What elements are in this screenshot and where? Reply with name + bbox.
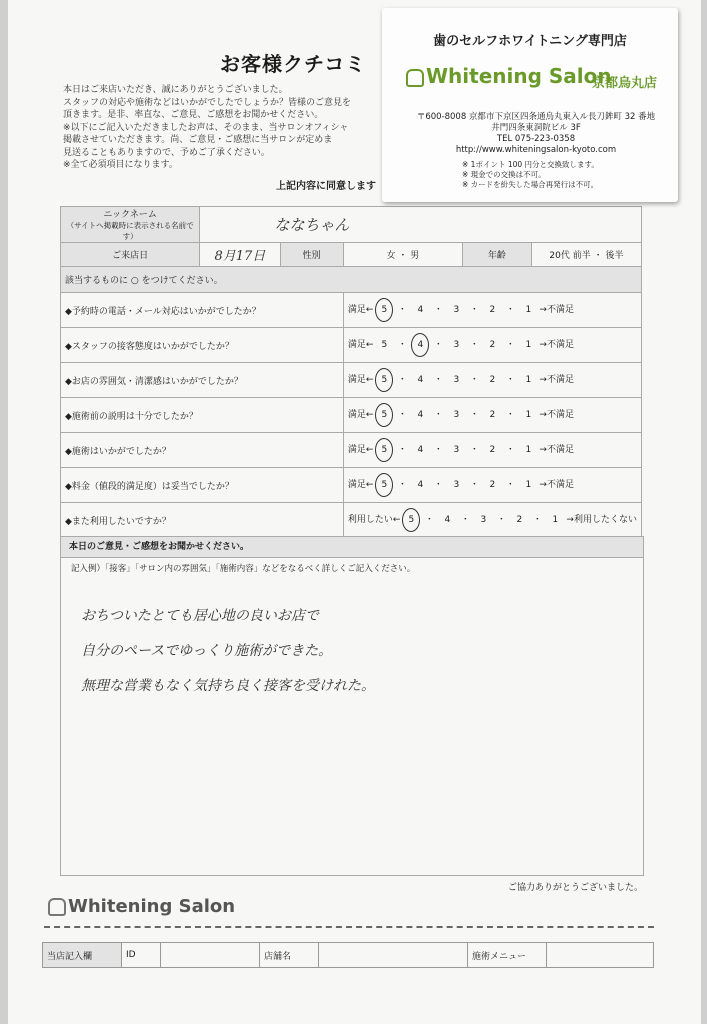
scale-separator: ・ — [469, 375, 479, 385]
comment-line: おちついたとても居心地の良いお店で — [81, 608, 319, 624]
rating-option-2[interactable] — [508, 515, 530, 525]
rating-option-label: 2 — [489, 445, 496, 455]
rating-option-label: 5 — [375, 473, 393, 497]
agree-text: 上記内容に同意します — [276, 181, 376, 192]
question-text: ◆施術はいかがでしたか？ — [61, 433, 344, 468]
scale-right-label: →不満足 — [539, 305, 574, 315]
rating-option-5[interactable] — [373, 473, 395, 497]
page-title: お客様クチコミ — [220, 52, 367, 76]
scale-separator: ・ — [505, 375, 515, 385]
rating-scale — [343, 398, 641, 433]
nickname-label-cell — [61, 207, 200, 243]
scale-left-label: 満足← — [347, 375, 374, 385]
address-line: 井門四条東洞院ビル 3F — [491, 123, 581, 133]
scale-right-label: →不満足 — [539, 445, 574, 455]
rating-option-label: 4 — [417, 375, 424, 385]
store-label: 店舗名 — [260, 943, 319, 968]
question-text: ◆料金（値段的満足度）は妥当でしたか？ — [61, 468, 344, 503]
rating-option-5[interactable] — [373, 368, 395, 392]
scale-separator: ・ — [460, 515, 470, 525]
nickname-value: ななちゃん — [274, 216, 350, 234]
scale-separator: ・ — [469, 340, 479, 350]
scale-left-label: 満足← — [347, 305, 374, 315]
nickname-label: ニックネーム — [103, 210, 157, 220]
scale-left-label: 満足← — [347, 410, 374, 420]
rating-option-4[interactable] — [409, 480, 431, 490]
rating-option-label: 1 — [525, 480, 532, 490]
rating-option-label: 5 — [375, 438, 393, 462]
scale-separator: ・ — [397, 480, 407, 490]
rating-option-label: 2 — [489, 305, 496, 315]
note-line: ※ カードを紛失した場合再発行は不可。 — [462, 180, 599, 189]
scale-separator: ・ — [469, 305, 479, 315]
scale-separator: ・ — [433, 305, 443, 315]
rating-option-label: 3 — [453, 410, 460, 420]
scale-separator: ・ — [505, 410, 515, 420]
visit-value-cell[interactable] — [200, 243, 280, 267]
rating-option-label: 1 — [525, 410, 532, 420]
rating-option-label: 4 — [417, 445, 424, 455]
card-notes — [462, 160, 599, 190]
rating-option-2[interactable] — [481, 340, 503, 350]
menu-label: 施術メニュー — [468, 943, 547, 968]
nickname-value-cell[interactable] — [200, 207, 642, 243]
survey-sheet — [8, 0, 701, 1024]
scale-separator: ・ — [424, 515, 434, 525]
rating-option-1[interactable] — [517, 410, 539, 420]
rating-option-1[interactable] — [517, 340, 539, 350]
rating-option-4[interactable] — [436, 515, 458, 525]
rating-option-label: 5 — [381, 340, 388, 350]
rating-option-3[interactable] — [445, 480, 467, 490]
rating-option-4[interactable] — [409, 375, 431, 385]
rating-option-label: 2 — [489, 340, 496, 350]
visit-label: ご来店日 — [61, 243, 200, 267]
scale-right-label: →不満足 — [539, 375, 574, 385]
comment-example: 記入例）「接客」「サロン内の雰囲気」「施術内容」などをなるべく詳しくご記入ください。 — [71, 564, 416, 574]
scale-separator: ・ — [433, 445, 443, 455]
rating-option-1[interactable] — [517, 305, 539, 315]
scale-right-label: →不満足 — [539, 340, 574, 350]
staff-use-table — [42, 942, 654, 968]
rating-option-label: 2 — [489, 375, 496, 385]
scale-left-label: 満足← — [347, 340, 374, 350]
scale-separator: ・ — [397, 445, 407, 455]
scale-right-label: →不満足 — [539, 410, 574, 420]
rating-option-1[interactable] — [517, 375, 539, 385]
scale-separator: ・ — [433, 375, 443, 385]
thanks-text: ご協力ありがとうございました。 — [508, 883, 644, 893]
rating-option-5[interactable] — [373, 438, 395, 462]
footer-logo — [48, 896, 235, 917]
rating-option-3[interactable] — [445, 305, 467, 315]
rating-option-label: 4 — [417, 305, 424, 315]
rating-option-label: 5 — [375, 298, 393, 322]
scale-separator: ・ — [532, 515, 542, 525]
card-logo-text: Whitening Salon — [426, 64, 612, 88]
rating-option-label: 3 — [453, 480, 460, 490]
card-address — [406, 112, 666, 156]
rating-option-5[interactable] — [400, 508, 422, 532]
card-branch: 京都烏丸店 — [592, 76, 658, 91]
scale-separator: ・ — [397, 375, 407, 385]
scale-separator: ・ — [505, 305, 515, 315]
rating-option-4[interactable] — [409, 305, 431, 315]
rating-option-label: 3 — [453, 340, 460, 350]
id-label: ID — [122, 943, 161, 968]
rating-option-3[interactable] — [445, 410, 467, 420]
tooth-icon — [48, 898, 66, 916]
question-row — [61, 398, 642, 433]
rating-option-4[interactable] — [409, 445, 431, 455]
rating-option-5[interactable] — [373, 298, 395, 322]
rating-option-2[interactable] — [481, 480, 503, 490]
rating-option-2[interactable] — [481, 305, 503, 315]
rating-option-5[interactable] — [373, 403, 395, 427]
rating-option-label: 4 — [444, 515, 451, 525]
id-field[interactable] — [161, 943, 260, 968]
question-row — [61, 433, 642, 468]
note-line: ※ 現金での交換は不可。 — [462, 170, 546, 179]
comment-header: 本日のご意見・ご感想をお聞かせください。 — [61, 537, 643, 558]
rating-option-3[interactable] — [445, 445, 467, 455]
rating-option-1[interactable] — [544, 515, 566, 525]
scale-separator: ・ — [505, 445, 515, 455]
scale-separator: ・ — [505, 480, 515, 490]
question-text: ◆お店の雰囲気・清潔感はいかがでしたか？ — [61, 363, 344, 398]
rating-scale — [343, 293, 641, 328]
intro-line: 見送ることもありますので、予めご了承ください。 — [63, 147, 270, 158]
scale-separator: ・ — [433, 410, 443, 420]
rating-option-4[interactable] — [409, 410, 431, 420]
rating-option-2[interactable] — [481, 410, 503, 420]
comment-line: 無理な営業もなく気持ち良く接客を受けれた。 — [81, 678, 375, 694]
store-field[interactable] — [319, 943, 468, 968]
rating-option-label: 3 — [480, 515, 487, 525]
address-line: 〒600-8008 京都市下京区四条通烏丸東入ル長刀鉾町 32 番地 — [416, 112, 656, 122]
intro-line: ※以下にご記入いただきましたお声は、そのまま、当サロンオフィシャ — [63, 122, 349, 133]
note-line: ※ 1ポイント 100 円分と交換致します。 — [462, 160, 599, 169]
rating-option-label: 2 — [516, 515, 523, 525]
rating-option-label: 5 — [375, 368, 393, 392]
question-row — [61, 293, 642, 328]
question-text: ◆施術前の説明は十分でしたか？ — [61, 398, 344, 433]
intro-text — [63, 84, 393, 172]
comment-line: 自分のペースでゆっくり施術ができた。 — [81, 643, 333, 659]
age-label: 年齢 — [462, 243, 531, 267]
rating-option-3[interactable] — [445, 375, 467, 385]
rating-option-label: 1 — [525, 340, 532, 350]
scale-separator: ・ — [505, 340, 515, 350]
rating-option-label: 5 — [375, 403, 393, 427]
rating-scale — [343, 503, 641, 538]
store-card — [382, 8, 678, 202]
rating-option-label: 4 — [417, 480, 424, 490]
rating-option-3[interactable] — [445, 340, 467, 350]
gender-value[interactable]: 女 ・ 男 — [343, 243, 462, 267]
intro-line: 本日はご来店いただき、誠にありがとうございました。 — [63, 85, 288, 95]
scale-separator: ・ — [433, 480, 443, 490]
question-text: ◆予約時の電話・メール対応はいかがでしたか？ — [61, 293, 344, 328]
rating-scale — [343, 363, 641, 398]
question-row — [61, 328, 642, 363]
scale-right-label: →不満足 — [539, 480, 574, 490]
rating-option-2[interactable] — [481, 445, 503, 455]
rating-option-label: 1 — [525, 305, 532, 315]
scale-separator: ・ — [397, 410, 407, 420]
rating-option-5[interactable] — [373, 340, 395, 350]
intro-line: ※全て必須項目になります。 — [63, 160, 178, 170]
cut-line — [44, 926, 654, 928]
instruction: 該当するものに ○ をつけてください。 — [61, 267, 642, 293]
intro-line: 掲載させていただきます。尚、ご意見・ご感想に当サロンが定めま — [63, 135, 333, 145]
gender-label: 性別 — [280, 243, 343, 267]
rating-option-label: 2 — [489, 410, 496, 420]
rating-option-label: 1 — [525, 375, 532, 385]
card-tagline: 歯のセルフホワイトニング専門店 — [433, 34, 627, 49]
scale-separator: ・ — [469, 445, 479, 455]
scale-separator: ・ — [496, 515, 506, 525]
rating-option-label: 4 — [417, 410, 424, 420]
scale-separator: ・ — [397, 340, 407, 350]
rating-option-1[interactable] — [517, 480, 539, 490]
scale-left-label: 満足← — [347, 480, 374, 490]
scale-left-label: 満足← — [347, 445, 374, 455]
survey-form — [60, 206, 642, 538]
address-line: http://www.whiteningsalon-kyoto.com — [455, 145, 617, 155]
menu-field[interactable] — [547, 943, 654, 968]
scale-separator: ・ — [397, 305, 407, 315]
nickname-sub-label: （サイトへ掲載時に表示される名前です） — [66, 221, 194, 241]
rating-option-1[interactable] — [517, 445, 539, 455]
intro-line: 頂きます。是非、率直な、ご意見、ご感想をお聞かせください。 — [63, 110, 324, 120]
rating-option-label: 1 — [552, 515, 559, 525]
age-value[interactable]: 20代 前半 ・ 後半 — [531, 243, 641, 267]
comment-text — [81, 599, 375, 704]
scale-left-label: 利用したい← — [347, 515, 401, 525]
rating-scale — [343, 468, 641, 503]
rating-option-label: 5 — [402, 508, 420, 532]
address-line: TEL 075-223-0358 — [496, 134, 576, 144]
rating-option-label: 3 — [453, 305, 460, 315]
question-text: ◆スタッフの接客態度はいかがでしたか？ — [61, 328, 344, 363]
scale-right-label: →利用したくない — [566, 515, 637, 525]
question-text: ◆また利用したいですか？ — [61, 503, 344, 538]
visit-value: 8月17日 — [214, 249, 266, 264]
staff-label: 当店記入欄 — [43, 943, 122, 968]
rating-option-4[interactable] — [409, 333, 431, 357]
footer-logo-text: Whitening Salon — [68, 896, 236, 917]
tooth-icon — [406, 69, 424, 87]
rating-option-3[interactable] — [472, 515, 494, 525]
comment-box[interactable] — [60, 536, 644, 876]
rating-option-label: 3 — [453, 375, 460, 385]
scale-separator: ・ — [469, 410, 479, 420]
question-row — [61, 503, 642, 538]
scale-separator: ・ — [433, 340, 443, 350]
scale-separator: ・ — [469, 480, 479, 490]
rating-scale — [343, 328, 641, 363]
rating-scale — [343, 433, 641, 468]
rating-option-label: 2 — [489, 480, 496, 490]
rating-option-label: 4 — [411, 333, 429, 357]
rating-option-label: 1 — [525, 445, 532, 455]
card-logo — [406, 64, 612, 88]
rating-option-label: 3 — [453, 445, 460, 455]
question-row — [61, 363, 642, 398]
intro-line: スタッフの対応や施術などはいかがでしたでしょうか？皆様のご意見を — [63, 97, 352, 108]
question-row — [61, 468, 642, 503]
rating-option-2[interactable] — [481, 375, 503, 385]
